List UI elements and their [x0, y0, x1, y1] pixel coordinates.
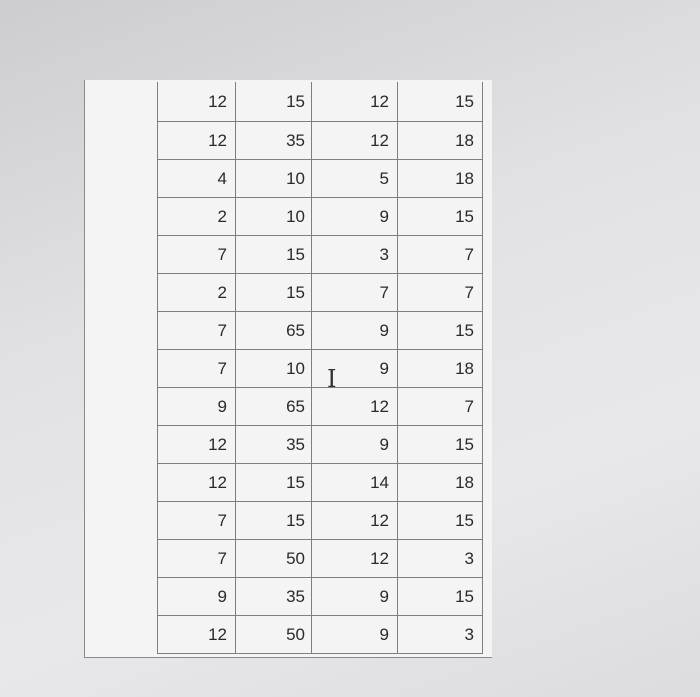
table-cell[interactable]: 12	[157, 426, 235, 463]
table-cell[interactable]: 12	[311, 388, 397, 425]
table-cell[interactable]: 12	[311, 122, 397, 159]
table-cell[interactable]: 12	[157, 82, 235, 121]
text-cursor-icon: I	[327, 365, 337, 393]
table-row	[157, 502, 483, 540]
table-cell[interactable]: 7	[311, 274, 397, 311]
table-cell[interactable]: 15	[397, 426, 483, 463]
table-cell[interactable]: 9	[311, 312, 397, 349]
table-cell[interactable]: 14	[311, 464, 397, 501]
table-cell[interactable]: 12	[157, 616, 235, 653]
data-table	[157, 82, 483, 654]
table-cell[interactable]: 10	[235, 160, 311, 197]
table-cell[interactable]: 12	[311, 502, 397, 539]
table-cell[interactable]: 2	[157, 274, 235, 311]
table-cell[interactable]: 3	[397, 540, 483, 577]
table-cell[interactable]: 15	[397, 578, 483, 615]
table-row	[157, 540, 483, 578]
table-cell[interactable]: 4	[157, 160, 235, 197]
table-cell[interactable]: 35	[235, 122, 311, 159]
table-cell[interactable]: 15	[397, 82, 483, 121]
table-cell[interactable]: 15	[235, 464, 311, 501]
table-cell[interactable]: 35	[235, 578, 311, 615]
table-cell[interactable]: 7	[397, 388, 483, 425]
table-cell[interactable]: 15	[235, 82, 311, 121]
table-cell[interactable]: 15	[235, 236, 311, 273]
table-row	[157, 274, 483, 312]
table-cell[interactable]: 9	[157, 388, 235, 425]
table-row	[157, 122, 483, 160]
table-cell[interactable]: 12	[311, 82, 397, 121]
table-cell[interactable]: 15	[397, 312, 483, 349]
table-cell[interactable]: 9	[311, 578, 397, 615]
table-row	[157, 350, 483, 388]
table-cell[interactable]: 3	[311, 236, 397, 273]
table-cell[interactable]: 7	[397, 236, 483, 273]
table-cell[interactable]: 9	[157, 578, 235, 615]
table-cell[interactable]: 7	[157, 502, 235, 539]
table-cell[interactable]: 10	[235, 350, 311, 387]
table-cell[interactable]: 2	[157, 198, 235, 235]
table-cell[interactable]: 12	[157, 122, 235, 159]
table-cell[interactable]: 7	[157, 540, 235, 577]
table-cell[interactable]: 7	[157, 312, 235, 349]
table-row	[157, 464, 483, 502]
table-cell[interactable]: 18	[397, 160, 483, 197]
table-cell[interactable]: 35	[235, 426, 311, 463]
table-cell[interactable]: 18	[397, 122, 483, 159]
table-cell[interactable]: 15	[235, 502, 311, 539]
table-cell[interactable]: 50	[235, 540, 311, 577]
table-row	[157, 616, 483, 654]
table-cell[interactable]: 18	[397, 464, 483, 501]
table-cell[interactable]: 7	[157, 236, 235, 273]
table-row	[157, 82, 483, 122]
table-cell[interactable]: 10	[235, 198, 311, 235]
table-cell[interactable]: 7	[397, 274, 483, 311]
table-row	[157, 198, 483, 236]
table-cell[interactable]: 12	[157, 464, 235, 501]
table-row	[157, 578, 483, 616]
table-row	[157, 160, 483, 198]
table-cell[interactable]: 15	[397, 502, 483, 539]
table-cell[interactable]: 18	[397, 350, 483, 387]
table-cell[interactable]: 9	[311, 616, 397, 653]
table-cell[interactable]: 3	[397, 616, 483, 653]
table-row	[157, 388, 483, 426]
table-row	[157, 236, 483, 274]
table-cell[interactable]: 65	[235, 388, 311, 425]
table-cell[interactable]: 9	[311, 426, 397, 463]
table-cell[interactable]: 15	[397, 198, 483, 235]
table-cell[interactable]: 15	[235, 274, 311, 311]
table-cell[interactable]: 50	[235, 616, 311, 653]
table-row	[157, 426, 483, 464]
table-cell[interactable]: 9	[311, 198, 397, 235]
table-cell[interactable]: 65	[235, 312, 311, 349]
table-cell[interactable]: 12	[311, 540, 397, 577]
table-row	[157, 312, 483, 350]
table-cell[interactable]: 9	[311, 350, 397, 387]
table-cell[interactable]: 7	[157, 350, 235, 387]
table-cell[interactable]: 5	[311, 160, 397, 197]
